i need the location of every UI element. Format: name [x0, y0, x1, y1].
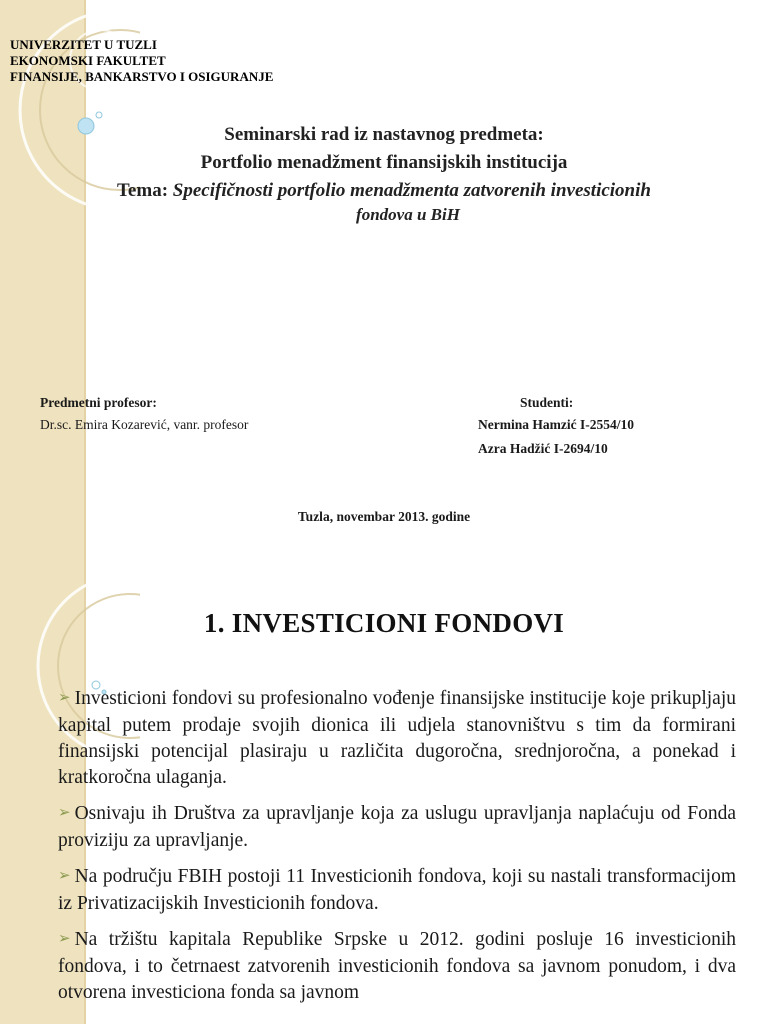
bullet-text: Na tržištu kapitala Republike Srpske u 2012. godini posluje 16 investicionih fondova, i to četrnaest zatvorenih investicionih fondova sa javnom ponudom, i dva otvorena investiciona fonda sa javnom — [58, 929, 736, 1003]
topic-label: Tema: — [117, 180, 169, 201]
professor-name: Dr.sc. Emira Kozarević, vanr. profesor — [40, 417, 249, 432]
university-block — [10, 37, 273, 85]
arrow-bullet-icon: ➢ — [58, 690, 71, 706]
professor-label: Predmetni profesor: — [40, 395, 157, 410]
bullet-text: Na području FBIH postoji 11 Investicionih fondova, koji su nastali transformacijom iz Privatizacijskih Investicionih fondova. — [58, 866, 736, 914]
topic-text-continued: fondova u BiH — [356, 205, 460, 224]
bullet-list — [58, 686, 736, 1016]
list-item — [58, 801, 736, 854]
course-title: Portfolio menadžment finansijskih institucija — [200, 152, 568, 173]
students-label: Studenti: — [520, 395, 574, 410]
topic-text: Specifičnosti portfolio menadžmenta zatvorenih investicionih — [172, 180, 651, 201]
decorative-circles-graphic — [0, 0, 140, 576]
faculty-line: EKONOMSKI FAKULTET — [10, 53, 166, 68]
student-name: Nermina Hamzić I-2554/10 — [478, 417, 634, 432]
content-slide — [0, 576, 768, 1024]
department-line: FINANSIJE, BANKARSTVO I OSIGURANJE — [10, 69, 274, 84]
bullet-text: Osnivaju ih Društva za upravljanje koja za uslugu upravljanja naplaćuju od Fonda proviziju za upravljanje. — [58, 803, 736, 851]
bullet-text: Investicioni fondovi su profesionalno vođenje finansijske institucije koje prikupljaju kapital putem prodaje svojih dionica ili udjela stanovništvu s tim da formirani finansijski potencijal plasiraju u različita dugoročna, srednjoročna, a ponekad i kratkoročna ulaganja. — [58, 688, 736, 788]
arrow-bullet-icon: ➢ — [58, 931, 71, 947]
arrow-bullet-icon: ➢ — [58, 868, 71, 884]
list-item — [58, 686, 736, 791]
student-name: Azra Hadžić I-2694/10 — [478, 441, 608, 456]
list-item — [58, 927, 736, 1006]
university-line: UNIVERZITET U TUZLI — [10, 37, 157, 52]
place-date: Tuzla, novembar 2013. godine — [297, 509, 471, 524]
seminar-heading: Seminarski rad iz nastavnog predmeta: — [224, 124, 544, 145]
topic-line — [0, 180, 768, 202]
list-item — [58, 864, 736, 917]
arrow-bullet-icon: ➢ — [58, 805, 71, 821]
section-heading: 1. INVESTICIONI FONDOVI — [203, 608, 565, 638]
